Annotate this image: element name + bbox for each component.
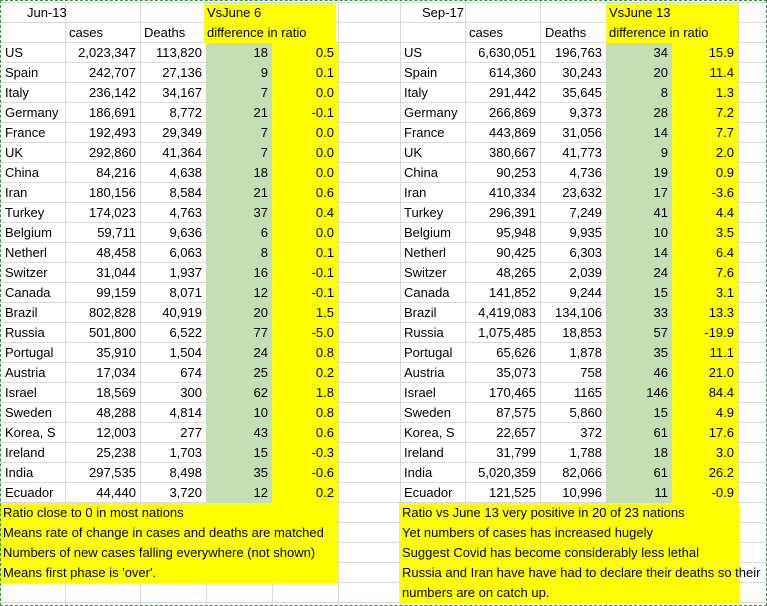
ratio-cell[interactable]: 0.1: [272, 243, 338, 263]
country-cell[interactable]: US: [5, 45, 24, 60]
cases-cell[interactable]: 12,003: [96, 425, 136, 440]
country-cell[interactable]: Iran: [404, 185, 427, 200]
right-deaths-header: Deaths: [545, 25, 587, 40]
deaths-cell[interactable]: 113,820: [155, 45, 202, 60]
cases-cell[interactable]: 186,691: [89, 105, 136, 120]
difference-cell[interactable]: 8: [206, 243, 272, 263]
cases-cell[interactable]: 35,073: [496, 365, 536, 380]
difference-cell[interactable]: 20: [606, 63, 672, 83]
cases-cell[interactable]: 174,023: [89, 205, 136, 220]
ratio-cell[interactable]: 7.7: [672, 123, 738, 143]
ratio-cell[interactable]: -19.9: [672, 323, 738, 343]
ratio-cell[interactable]: -0.9: [672, 483, 738, 503]
ratio-cell[interactable]: 13.3: [672, 303, 738, 323]
country-cell[interactable]: China: [404, 165, 438, 180]
ratio-cell[interactable]: 26.2: [672, 463, 738, 483]
ratio-cell[interactable]: 15.9: [672, 43, 738, 63]
deaths-cell[interactable]: 134,106: [555, 305, 602, 320]
ratio-cell[interactable]: 3.1: [672, 283, 738, 303]
country-cell[interactable]: Israel: [5, 385, 37, 400]
difference-cell[interactable]: 11: [606, 483, 672, 503]
left-date-header: Jun-13: [27, 5, 67, 20]
difference-cell[interactable]: 77: [206, 323, 272, 343]
ratio-cell[interactable]: 4.9: [672, 403, 738, 423]
difference-cell[interactable]: 18: [206, 163, 272, 183]
cases-cell[interactable]: 236,142: [89, 85, 136, 100]
cases-cell[interactable]: 242,707: [89, 65, 136, 80]
deaths-cell[interactable]: 29,349: [162, 125, 202, 140]
country-cell[interactable]: Italy: [404, 85, 428, 100]
difference-cell[interactable]: 18: [206, 43, 272, 63]
deaths-cell[interactable]: 1165: [574, 385, 602, 400]
deaths-cell[interactable]: 2,039: [569, 265, 602, 280]
cases-cell[interactable]: 380,667: [489, 145, 536, 160]
ratio-cell[interactable]: 0.2: [272, 363, 338, 383]
country-cell[interactable]: Korea, S: [5, 425, 56, 440]
cases-cell[interactable]: 297,535: [89, 465, 136, 480]
ratio-cell[interactable]: 0.0: [272, 83, 338, 103]
difference-cell[interactable]: 12: [206, 483, 272, 503]
difference-cell[interactable]: 14: [606, 123, 672, 143]
ratio-cell[interactable]: 7.6: [672, 263, 738, 283]
ratio-cell[interactable]: 0.6: [272, 423, 338, 443]
deaths-cell[interactable]: 9,244: [569, 285, 602, 300]
note-line[interactable]: numbers are on catch up.: [399, 583, 739, 603]
deaths-cell[interactable]: 18,853: [562, 325, 602, 340]
ratio-cell[interactable]: -0.3: [272, 443, 338, 463]
deaths-cell[interactable]: 4,736: [569, 165, 602, 180]
ratio-cell[interactable]: 21.0: [672, 363, 738, 383]
ratio-cell[interactable]: 4.4: [672, 203, 738, 223]
cases-cell[interactable]: 90,425: [496, 245, 536, 260]
deaths-cell[interactable]: 4,763: [169, 205, 202, 220]
country-cell[interactable]: Iran: [5, 185, 28, 200]
cases-cell[interactable]: 180,156: [89, 185, 136, 200]
deaths-cell[interactable]: 6,522: [169, 325, 202, 340]
cases-cell[interactable]: 802,828: [89, 305, 136, 320]
deaths-cell[interactable]: 1,878: [569, 345, 602, 360]
left-cases-header: cases: [69, 25, 103, 40]
country-cell[interactable]: France: [5, 125, 46, 140]
note-line[interactable]: Means rate of change in cases and deaths are matched: [0, 523, 337, 543]
ratio-cell[interactable]: 0.8: [272, 403, 338, 423]
country-cell[interactable]: Turkey: [404, 205, 444, 220]
difference-cell[interactable]: 25: [206, 363, 272, 383]
right-cases-header: cases: [469, 25, 503, 40]
country-cell[interactable]: Netherl: [5, 245, 47, 260]
difference-cell[interactable]: 24: [606, 263, 672, 283]
cases-cell[interactable]: 99,159: [96, 285, 136, 300]
left-deaths-header: Deaths: [144, 25, 186, 40]
cases-cell[interactable]: 44,440: [96, 485, 136, 500]
country-cell[interactable]: Germany: [5, 105, 59, 120]
difference-cell[interactable]: 8: [606, 83, 672, 103]
deaths-cell[interactable]: 40,919: [162, 305, 202, 320]
difference-cell[interactable]: 21: [206, 103, 272, 123]
difference-cell[interactable]: 46: [606, 363, 672, 383]
cases-cell[interactable]: 410,334: [489, 185, 536, 200]
country-cell[interactable]: China: [5, 165, 39, 180]
country-cell[interactable]: Ireland: [404, 445, 444, 460]
cases-cell[interactable]: 141,852: [489, 285, 536, 300]
country-cell[interactable]: India: [404, 465, 433, 480]
right-vs-header: VsJune 13: [606, 3, 738, 23]
cases-cell[interactable]: 90,253: [496, 165, 536, 180]
ratio-cell[interactable]: 6.4: [672, 243, 738, 263]
cases-cell[interactable]: 59,711: [97, 225, 136, 240]
country-cell[interactable]: Sweden: [5, 405, 52, 420]
deaths-cell[interactable]: 6,303: [569, 245, 602, 260]
difference-cell[interactable]: 57: [606, 323, 672, 343]
deaths-cell[interactable]: 10,996: [562, 485, 602, 500]
country-cell[interactable]: Ecuador: [5, 485, 54, 500]
difference-cell[interactable]: 7: [206, 83, 272, 103]
deaths-cell[interactable]: 35,645: [562, 85, 602, 100]
cases-cell[interactable]: 31,044: [96, 265, 136, 280]
country-cell[interactable]: Spain: [404, 65, 438, 80]
difference-cell[interactable]: 61: [606, 463, 672, 483]
cases-cell[interactable]: 121,525: [489, 485, 536, 500]
ratio-cell[interactable]: -0.6: [272, 463, 338, 483]
difference-cell[interactable]: 24: [206, 343, 272, 363]
difference-cell[interactable]: 34: [606, 43, 672, 63]
cases-cell[interactable]: 95,948: [496, 225, 536, 240]
deaths-cell[interactable]: 8,772: [169, 105, 202, 120]
deaths-cell[interactable]: 30,243: [562, 65, 602, 80]
country-cell[interactable]: Israel: [404, 385, 436, 400]
cases-cell[interactable]: 443,869: [489, 125, 536, 140]
deaths-cell[interactable]: 9,935: [569, 225, 602, 240]
ratio-cell[interactable]: 3.0: [672, 443, 738, 463]
deaths-cell[interactable]: 23,632: [562, 185, 602, 200]
note-line[interactable]: Ratio close to 0 in most nations: [0, 503, 337, 523]
cases-cell[interactable]: 296,391: [489, 205, 536, 220]
ratio-cell[interactable]: 0.5: [272, 43, 338, 63]
country-cell[interactable]: Turkey: [5, 205, 45, 220]
ratio-cell[interactable]: -0.1: [272, 103, 338, 123]
difference-cell[interactable]: 7: [206, 143, 272, 163]
difference-cell[interactable]: 35: [606, 343, 672, 363]
difference-cell[interactable]: 9: [206, 63, 272, 83]
difference-cell[interactable]: 62: [206, 383, 272, 403]
note-line[interactable]: Yet numbers of cases has increased hugely: [399, 523, 739, 543]
country-cell[interactable]: Austria: [404, 365, 445, 380]
note-line[interactable]: Ratio vs June 13 very positive in 20 of 23 nations: [399, 503, 739, 523]
ratio-cell[interactable]: 0.2: [272, 483, 338, 503]
cases-cell[interactable]: 501,800: [89, 325, 136, 340]
country-cell[interactable]: Brazil: [404, 305, 437, 320]
note-line[interactable]: Numbers of new cases falling everywhere (not shown): [0, 543, 337, 563]
difference-cell[interactable]: 10: [206, 403, 272, 423]
ratio-cell[interactable]: 0.0: [272, 123, 338, 143]
difference-cell[interactable]: 10: [606, 223, 672, 243]
cases-cell[interactable]: 291,442: [489, 85, 536, 100]
country-cell[interactable]: Canada: [404, 285, 450, 300]
difference-cell[interactable]: 15: [606, 403, 672, 423]
deaths-cell[interactable]: 674: [180, 365, 202, 380]
cases-cell[interactable]: 614,360: [489, 65, 536, 80]
ratio-cell[interactable]: 1.3: [672, 83, 738, 103]
deaths-cell[interactable]: 34,167: [162, 85, 202, 100]
country-cell[interactable]: Belgium: [5, 225, 52, 240]
country-cell[interactable]: France: [404, 125, 445, 140]
deaths-cell[interactable]: 5,860: [569, 405, 602, 420]
country-cell[interactable]: Ireland: [5, 445, 45, 460]
note-line[interactable]: Means first phase is 'over'.: [0, 563, 337, 583]
deaths-cell[interactable]: 8,498: [169, 465, 202, 480]
cases-cell[interactable]: 22,657: [496, 425, 536, 440]
cases-cell[interactable]: 2,023,347: [78, 45, 136, 60]
cases-cell[interactable]: 25,238: [96, 445, 136, 460]
country-cell[interactable]: Brazil: [5, 305, 38, 320]
cases-cell[interactable]: 87,575: [496, 405, 536, 420]
ratio-cell[interactable]: -0.1: [272, 263, 338, 283]
country-cell[interactable]: Portugal: [5, 345, 54, 360]
ratio-cell[interactable]: -3.6: [672, 183, 738, 203]
deaths-cell[interactable]: 41,773: [562, 145, 602, 160]
country-cell[interactable]: Korea, S: [404, 425, 455, 440]
ratio-cell[interactable]: 0.0: [272, 143, 338, 163]
cases-cell[interactable]: 35,910: [96, 345, 136, 360]
country-cell[interactable]: UK: [404, 145, 423, 160]
deaths-cell[interactable]: 7,249: [569, 205, 602, 220]
difference-cell[interactable]: 28: [606, 103, 672, 123]
cases-cell[interactable]: 5,020,359: [478, 465, 536, 480]
deaths-cell[interactable]: 8,584: [169, 185, 202, 200]
difference-cell[interactable]: 61: [606, 423, 672, 443]
cases-cell[interactable]: 31,799: [496, 445, 536, 460]
deaths-cell[interactable]: 300: [180, 385, 202, 400]
country-cell[interactable]: Spain: [5, 65, 39, 80]
ratio-cell[interactable]: 17.6: [672, 423, 738, 443]
deaths-cell[interactable]: 277: [180, 425, 202, 440]
difference-cell[interactable]: 21: [206, 183, 272, 203]
ratio-cell[interactable]: 0.6: [272, 183, 338, 203]
cases-cell[interactable]: 48,265: [496, 265, 536, 280]
cases-cell[interactable]: 4,419,083: [478, 305, 536, 320]
difference-cell[interactable]: 15: [606, 283, 672, 303]
difference-cell[interactable]: 16: [206, 263, 272, 283]
ratio-cell[interactable]: 0.4: [272, 203, 338, 223]
difference-cell[interactable]: 6: [206, 223, 272, 243]
deaths-cell[interactable]: 1,788: [569, 445, 602, 460]
difference-cell[interactable]: 20: [206, 303, 272, 323]
ratio-cell[interactable]: 0.9: [672, 163, 738, 183]
difference-cell[interactable]: 17: [606, 183, 672, 203]
ratio-cell[interactable]: 1.5: [272, 303, 338, 323]
deaths-cell[interactable]: 82,066: [562, 465, 602, 480]
country-cell[interactable]: Belgium: [404, 225, 451, 240]
cases-cell[interactable]: 292,860: [89, 145, 136, 160]
deaths-cell[interactable]: 758: [580, 365, 602, 380]
cases-cell[interactable]: 84,216: [96, 165, 136, 180]
difference-cell[interactable]: 15: [206, 443, 272, 463]
country-cell[interactable]: Russia: [5, 325, 45, 340]
cases-cell[interactable]: 1,075,485: [478, 325, 536, 340]
deaths-cell[interactable]: 8,071: [169, 285, 202, 300]
deaths-cell[interactable]: 196,763: [555, 45, 602, 60]
cases-cell[interactable]: 48,288: [96, 405, 136, 420]
country-cell[interactable]: India: [5, 465, 34, 480]
cases-cell[interactable]: 17,034: [96, 365, 136, 380]
country-cell[interactable]: Sweden: [404, 405, 451, 420]
deaths-cell[interactable]: 9,373: [569, 105, 602, 120]
difference-cell[interactable]: 14: [606, 243, 672, 263]
ratio-cell[interactable]: -0.1: [272, 283, 338, 303]
deaths-cell[interactable]: 4,814: [169, 405, 202, 420]
country-cell[interactable]: US: [404, 45, 423, 60]
right-ratio-header: difference in ratio: [606, 23, 738, 43]
cases-cell[interactable]: 170,465: [489, 385, 536, 400]
country-cell[interactable]: Ecuador: [404, 485, 453, 500]
difference-cell[interactable]: 18: [606, 443, 672, 463]
country-cell[interactable]: Italy: [5, 85, 29, 100]
difference-cell[interactable]: 43: [206, 423, 272, 443]
ratio-cell[interactable]: 7.2: [672, 103, 738, 123]
cases-cell[interactable]: 6,630,051: [478, 45, 536, 60]
cases-cell[interactable]: 18,569: [96, 385, 136, 400]
ratio-cell[interactable]: 3.5: [672, 223, 738, 243]
ratio-cell[interactable]: 1.8: [272, 383, 338, 403]
difference-cell[interactable]: 12: [206, 283, 272, 303]
difference-cell[interactable]: 7: [206, 123, 272, 143]
deaths-cell[interactable]: 372: [580, 425, 602, 440]
difference-cell[interactable]: 37: [206, 203, 272, 223]
difference-cell[interactable]: 9: [606, 143, 672, 163]
deaths-cell[interactable]: 3,720: [169, 485, 202, 500]
cases-cell[interactable]: 192,493: [89, 125, 136, 140]
ratio-cell[interactable]: 11.4: [672, 63, 738, 83]
country-cell[interactable]: Switzer: [5, 265, 48, 280]
cases-cell[interactable]: 65,626: [496, 345, 536, 360]
cases-cell[interactable]: 48,458: [96, 245, 136, 260]
gridline: [338, 0, 339, 606]
left-vs-header: VsJune 6: [204, 3, 336, 23]
deaths-cell[interactable]: 1,937: [169, 265, 202, 280]
deaths-cell[interactable]: 41,364: [162, 145, 202, 160]
country-cell[interactable]: Austria: [5, 365, 46, 380]
ratio-cell[interactable]: 11.1: [672, 343, 738, 363]
country-cell[interactable]: Switzer: [404, 265, 447, 280]
ratio-cell[interactable]: 0.8: [272, 343, 338, 363]
deaths-cell[interactable]: 31,056: [562, 125, 602, 140]
cases-cell[interactable]: 266,869: [489, 105, 536, 120]
country-cell[interactable]: Portugal: [404, 345, 453, 360]
note-line[interactable]: Russia and Iran have have had to declare their deaths so their: [399, 563, 739, 583]
difference-cell[interactable]: 33: [606, 303, 672, 323]
difference-cell[interactable]: 19: [606, 163, 672, 183]
difference-cell[interactable]: 35: [206, 463, 272, 483]
ratio-cell[interactable]: -5.0: [272, 323, 338, 343]
note-line[interactable]: Suggest Covid has become considerably less lethal: [399, 543, 739, 563]
deaths-cell[interactable]: 9,636: [169, 225, 202, 240]
difference-cell[interactable]: 41: [606, 203, 672, 223]
country-cell[interactable]: UK: [5, 145, 24, 160]
right-date-header: Sep-17: [422, 5, 464, 20]
difference-cell[interactable]: 146: [606, 383, 672, 403]
deaths-cell[interactable]: 27,136: [162, 65, 202, 80]
ratio-cell[interactable]: 0.0: [272, 223, 338, 243]
ratio-cell[interactable]: 0.0: [272, 163, 338, 183]
ratio-cell[interactable]: 0.1: [272, 63, 338, 83]
deaths-cell[interactable]: 6,063: [169, 245, 202, 260]
deaths-cell[interactable]: 1,703: [169, 445, 202, 460]
deaths-cell[interactable]: 4,638: [169, 165, 202, 180]
country-cell[interactable]: Netherl: [404, 245, 446, 260]
country-cell[interactable]: Russia: [404, 325, 444, 340]
country-cell[interactable]: Germany: [404, 105, 458, 120]
left-ratio-header: difference in ratio: [204, 23, 336, 43]
ratio-cell[interactable]: 2.0: [672, 143, 738, 163]
deaths-cell[interactable]: 1,504: [169, 345, 202, 360]
country-cell[interactable]: Canada: [5, 285, 51, 300]
ratio-cell[interactable]: 84.4: [672, 383, 738, 403]
